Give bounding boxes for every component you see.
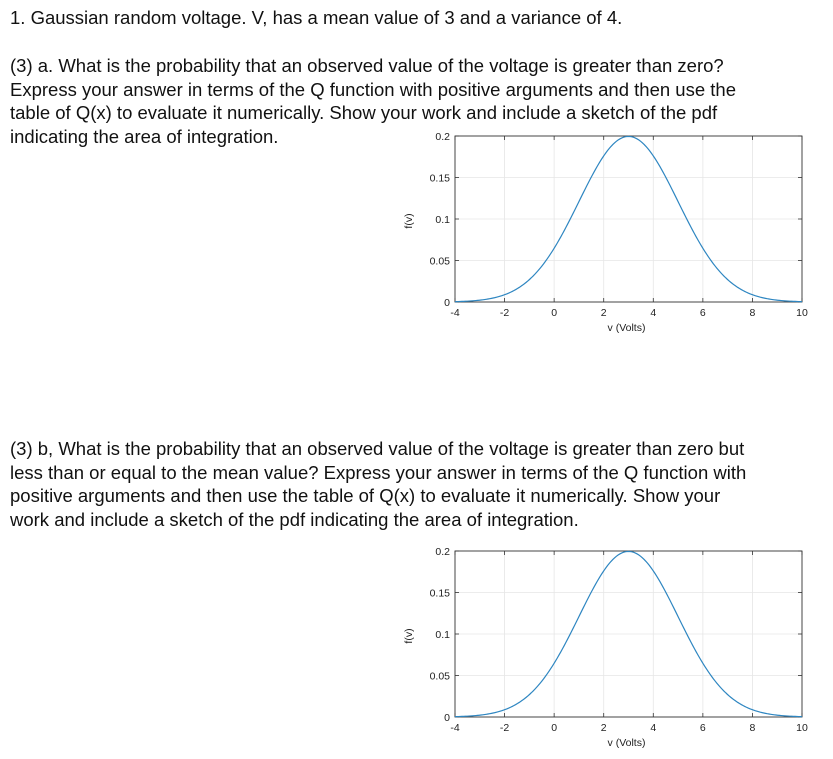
y-axis-label: f(v) (403, 213, 415, 229)
y-axis-label: f(v) (403, 628, 415, 644)
x-tick-label: 10 (796, 307, 808, 319)
y-tick-label: 0.2 (435, 546, 450, 558)
question-b-line: (3) b, What is the probability that an observed value of the voltage is greater than zero but (10, 438, 745, 459)
question-b-line: positive arguments and then use the table of Q(x) to evaluate it numerically. Show your (10, 485, 721, 506)
question-b-line: work and include a sketch of the pdf indicating the area of integration. (10, 508, 579, 530)
x-tick-label: -4 (450, 307, 460, 319)
question-b-line: less than or equal to the mean value? Express your answer in terms of the Q function with (10, 461, 747, 483)
question-a-line: table of Q(x) to evaluate it numerically. Show your work and include a sketch of the pdf (10, 102, 718, 123)
x-tick-label: 8 (749, 307, 756, 319)
question-a-line: Express your answer in terms of the Q function with positive arguments and then use the (10, 78, 736, 100)
x-tick-label: 8 (749, 722, 756, 734)
y-tick-label: 0.15 (429, 172, 450, 185)
x-tick-label: 0 (551, 722, 558, 734)
x-tick-label: 4 (650, 722, 657, 734)
x-tick-label: -2 (499, 722, 510, 734)
x-tick-label: 0 (551, 307, 558, 319)
x-tick-label: 2 (600, 722, 607, 734)
y-tick-label: 0.1 (435, 214, 450, 226)
y-tick-label: 0 (444, 297, 450, 309)
question-a-line: (3) a. What is the probability that an observed value of the voltage is greater than zero? (10, 55, 724, 76)
x-tick-label: 4 (650, 307, 657, 319)
question-a-line: indicating the area of integration. (10, 125, 279, 147)
y-tick-label: 0.1 (435, 629, 450, 641)
y-tick-label: 0.05 (429, 255, 450, 268)
problem-title-text: 1. Gaussian random voltage. V, has a mean value of 3 and a variance of 4. (10, 7, 623, 28)
x-tick-label: 6 (699, 722, 706, 734)
x-tick-label: 2 (600, 307, 607, 319)
y-tick-label: 0 (444, 712, 450, 724)
x-tick-label: -2 (499, 307, 510, 319)
x-tick-label: -4 (450, 722, 460, 734)
y-tick-label: 0.05 (429, 670, 450, 683)
x-axis-label: v (Volts) (607, 737, 646, 749)
y-tick-label: 0.2 (435, 131, 450, 143)
x-axis-label: v (Volts) (607, 322, 646, 334)
x-tick-label: 6 (699, 307, 706, 319)
x-tick-label: 10 (796, 722, 808, 734)
y-tick-label: 0.15 (429, 587, 450, 600)
